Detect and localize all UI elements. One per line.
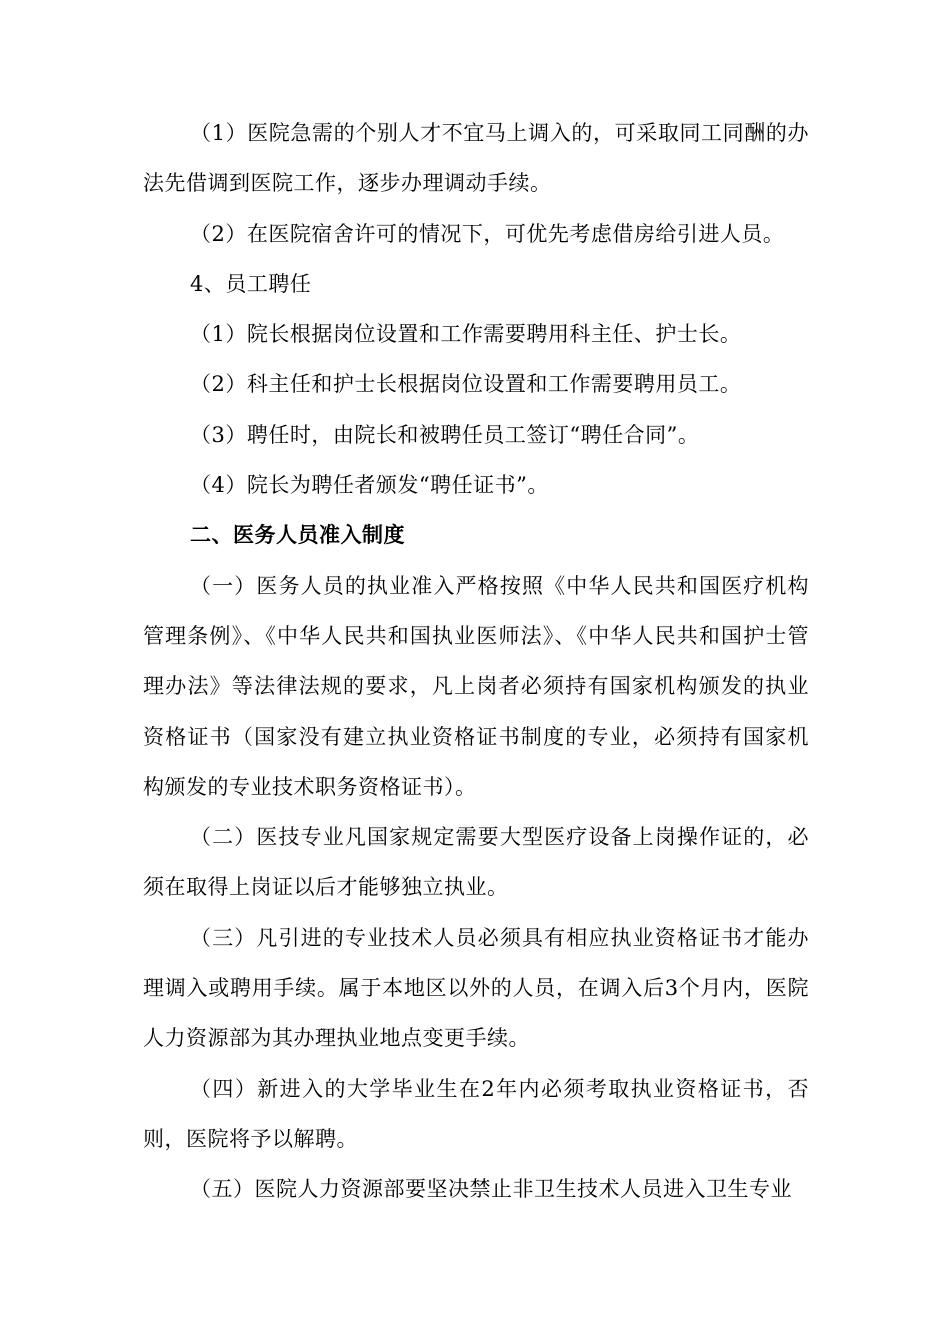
paragraph-housing: （2）在医院宿舍许可的情况下，可优先考虑借房给引进人员。 — [190, 221, 785, 246]
paragraph-graduate-license: （四）新进入的大学毕业生在2年内必须考取执业资格证书，否则，医院将予以解聘。 — [143, 1076, 809, 1151]
paragraph-hire-staff: （2）科主任和护士长根据岗位设置和工作需要聘用员工。 — [190, 372, 742, 397]
paragraph-recruit-license: （三）凡引进的专业技术人员必须具有相应执业资格证书才能办理调入或聘用手续。属于本地区以外的人员，在调入后3个月内，医院人力资源部为其办理执业地点变更手续。 — [143, 925, 809, 1051]
paragraph-equipment-permit: （二）医技专业凡国家规定需要大型医疗设备上岗操作证的，必须在取得上岗证以后才能够独立执业。 — [143, 825, 809, 900]
document-body — [143, 108, 809, 1215]
paragraph-prohibit-nontechnical: （五）医院人力资源部要坚决禁止非卫生技术人员进入卫生专业 — [190, 1177, 792, 1202]
paragraph-license-requirement: （一）医务人员的执业准入严格按照《中华人民共和国医疗机构管理条例》、《中华人民共和国执业医师法》、《中华人民共和国护士管理办法》等法律法规的要求，凡上岗者必须持有国家机构颁发的执业资格证书（国家没有建立执业资格证书制度的专业，必须持有国家机构颁发的专业技术职务资格证书）。 — [143, 573, 809, 799]
paragraph-borrow-transfer: （1）医院急需的个别人才不宜马上调入的，可采取同工同酬的办法先借调到医院工作，逐步办理调动手续。 — [143, 121, 809, 196]
paragraph-sign-contract: （3）聘任时，由院长和被聘任员工签订“聘任合同”。 — [190, 422, 700, 447]
paragraph-issue-certificate: （4）院长为聘任者颁发“聘任证书”。 — [190, 473, 549, 498]
paragraph-hire-directors: （1）院长根据岗位设置和工作需要聘用科主任、护士长。 — [190, 322, 742, 347]
subheading-employee-hiring: 4、员工聘任 — [190, 271, 312, 296]
section-heading: 二、医务人员准入制度 — [190, 522, 405, 548]
